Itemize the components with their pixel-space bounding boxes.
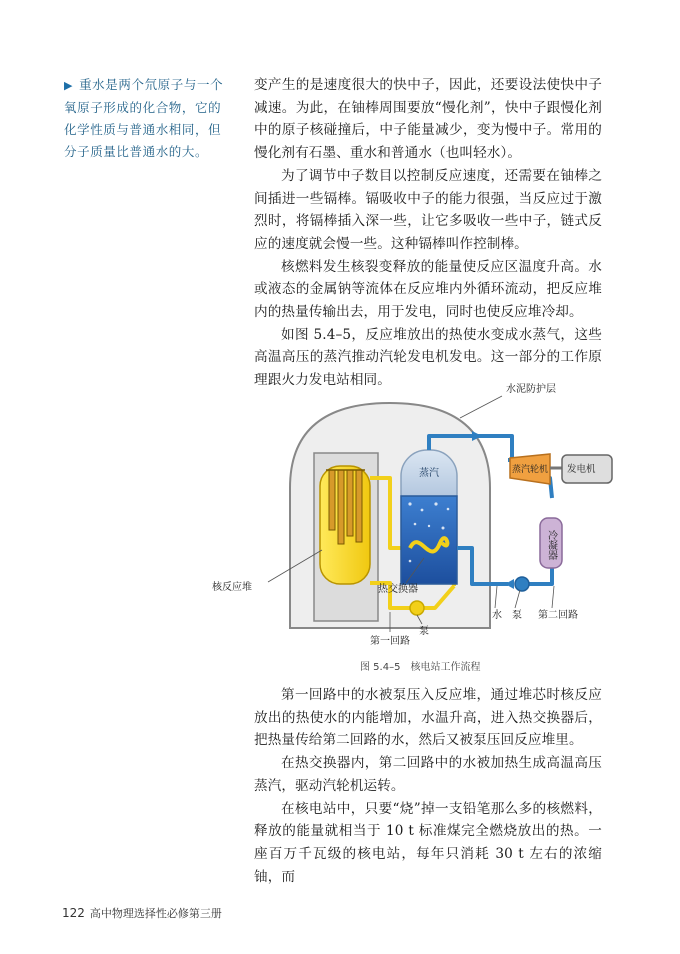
primary-pump bbox=[410, 601, 424, 615]
label-heat-exchanger: 热交换器 bbox=[378, 584, 418, 595]
lower-text bbox=[254, 684, 602, 888]
figure-caption: 图 5.4–5 核电站工作流程 bbox=[360, 662, 481, 673]
page-number: 122 bbox=[62, 906, 85, 920]
triangle-bullet-icon: ▶ bbox=[64, 79, 74, 92]
label-turbine: 蒸汽轮机 bbox=[512, 465, 549, 475]
label-reactor: 核反应堆 bbox=[212, 582, 252, 593]
label-steam: 蒸汽 bbox=[419, 468, 439, 479]
paragraph-5: 第一回路中的水被泵压入反应堆，通过堆芯时核反应放出的热使水的内能增加，水温升高，进入热交换器后，把热量传给第二回路的水，然后又被泵压回反应堆里。 bbox=[254, 687, 602, 749]
paragraph-2: 为了调节中子数目以控制反应速度，还需要在铀棒之间插进一些镉棒。镉吸收中子的能力很强，当反应过于激烈时，将镉棒插入深一些，让它多吸收一些中子，链式反应的速度就会慢一些。这种镉棒叫作控制棒。 bbox=[254, 167, 602, 252]
label-primary-loop: 第一回路 bbox=[370, 636, 410, 647]
paragraph-3: 核燃料发生核裂变释放的能量使反应区温度升高。水或液态的金属钠等流体在反应堆内外循环流动，把反应堆内的热量传输出去，用于发电，同时也使反应堆冷却。 bbox=[254, 258, 602, 321]
label-condenser: 冷凝器 bbox=[545, 530, 557, 560]
paragraph-7: 在核电站中，只要“烧”掉一支铅笔那么多的核燃料，释放的能量就相当于 10 t 标准煤完全燃烧放出的热。一座百万千瓦级的核电站，每年只消耗 30 t 左右的浓缩铀，而 bbox=[254, 800, 602, 885]
main-text bbox=[254, 74, 602, 392]
book-title: 高中物理选择性必修第三册 bbox=[89, 907, 222, 920]
label-cement: 水泥防护层 bbox=[506, 384, 556, 395]
side-note-text: 重水是两个氘原子与一个氧原子形成的化合物，它的化学性质与普通水相同，但分子质量比普通水的大。 bbox=[64, 77, 224, 159]
paragraph-1: 变产生的是速度很大的快中子，因此，还要设法使快中子减速。为此，在铀棒周围要放“慢化剂”，快中子跟慢化剂中的原子核碰撞后，中子能量减少，变为慢中子。常用的慢化剂有石墨、重水和普通水（也叫轻水）。 bbox=[254, 77, 602, 162]
label-secondary-loop: 第二回路 bbox=[538, 610, 578, 621]
page-footer bbox=[62, 905, 222, 921]
cement-pointer bbox=[460, 396, 502, 418]
secondary-loop-pointer bbox=[552, 586, 554, 608]
side-note bbox=[64, 74, 234, 163]
secondary-pump-pointer bbox=[515, 590, 520, 608]
paragraph-6: 在热交换器内，第二回路中的水被加热生成高温高压蒸汽，驱动汽轮机运转。 bbox=[254, 755, 602, 794]
label-generator: 发电机 bbox=[567, 464, 596, 475]
water-pointer bbox=[495, 586, 497, 608]
label-water: 水 bbox=[492, 610, 502, 621]
secondary-pump bbox=[515, 577, 529, 591]
label-pump-secondary: 泵 bbox=[512, 610, 522, 621]
label-pump-primary: 泵 bbox=[419, 626, 429, 637]
nuclear-plant-diagram bbox=[210, 378, 630, 658]
diagram-svg bbox=[210, 378, 630, 658]
paragraph-4: 如图 5.4–5，反应堆放出的热使水变成水蒸气，这些高温高压的蒸汽推动汽轮发电机发电。这一部分的工作原理跟火力发电站相同。 bbox=[254, 326, 602, 389]
